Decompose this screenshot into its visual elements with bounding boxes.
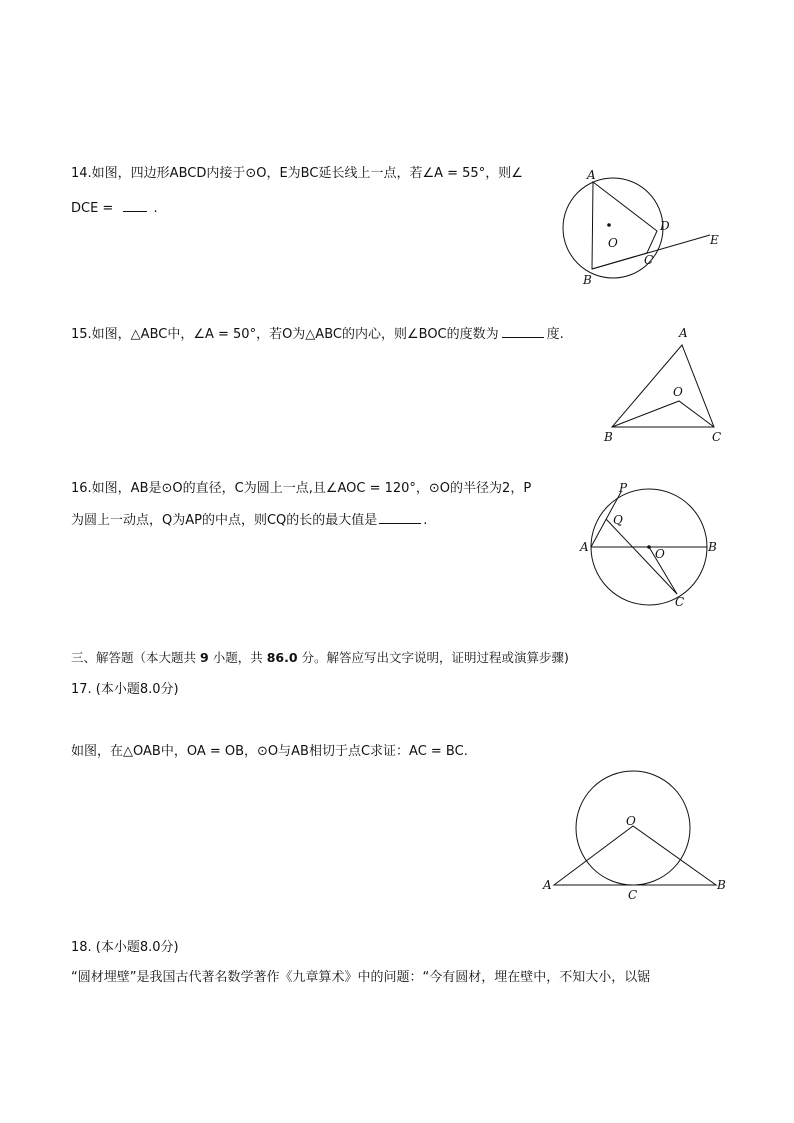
q14-label-a: A xyxy=(587,168,596,182)
q16-segment-cq xyxy=(606,519,677,594)
q17-label-o: O xyxy=(626,814,636,828)
q16-label-q: Q xyxy=(613,513,623,527)
q16-text-line1: 16.如图，AB是⊙O的直径，C为圆上一点,且∠AOC = 120°，⊙O的半径为2，P xyxy=(71,481,532,496)
q16-label-c: C xyxy=(675,595,685,609)
q17-label-b: B xyxy=(717,878,726,892)
q17-circle xyxy=(576,771,690,885)
q17-triangle-oab xyxy=(554,826,716,885)
q14-text-line2: DCE = . xyxy=(71,201,158,216)
q16-label-p: P xyxy=(619,481,628,495)
q15-label-a: A xyxy=(679,326,688,340)
q14-figure xyxy=(560,160,730,290)
q15-incenter-lines xyxy=(612,401,714,427)
q16-text-line2: 为圆上一动点，Q为AP的中点，则CQ的长的最大值是 . xyxy=(71,513,428,528)
q17-header: 17. (本小题8.0分) xyxy=(71,682,179,697)
q14-label-c: C xyxy=(644,253,654,267)
q17-text: 如图，在△OAB中，OA = OB，⊙O与AB相切于点C求证：AC = BC. xyxy=(71,744,468,759)
q17-figure xyxy=(540,800,730,905)
q14-text-line1: 14.如图，四边形ABCD内接于⊙O，E为BC延长线上一点，若∠A = 55°，则∠ xyxy=(71,166,523,181)
q18-header: 18. (本小题8.0分) xyxy=(71,940,179,955)
q15-answer-blank[interactable] xyxy=(502,325,544,338)
q14-answer-blank[interactable] xyxy=(123,199,147,212)
q16-label-a: A xyxy=(580,540,589,554)
q14-label-b: B xyxy=(583,273,592,287)
q14-label-o: O xyxy=(608,236,618,250)
q14-center-dot xyxy=(607,223,611,227)
q15-label-c: C xyxy=(712,430,722,444)
q17-label-a: A xyxy=(543,878,552,892)
q14-label-d: D xyxy=(660,219,670,233)
q15-figure xyxy=(595,320,730,450)
q15-triangle xyxy=(612,345,714,427)
q16-figure xyxy=(575,477,725,612)
q16-label-b: B xyxy=(708,540,717,554)
q16-label-o: O xyxy=(655,547,665,561)
q18-text: “圆材埋壁”是我国古代著名数学著作《九章算术》中的问题：“今有圆材，埋在壁中，不知大小，以锯 xyxy=(71,970,651,985)
q15-label-b: B xyxy=(604,430,613,444)
q16-center-dot xyxy=(647,545,651,549)
q17-label-c: C xyxy=(628,888,638,902)
q15-label-o: O xyxy=(673,385,683,399)
section3-title: 三、解答题（本大题共 9 小题，共 86.0 分。解答应写出文字说明，证明过程或演算步骤) xyxy=(71,650,569,665)
q15-text-line1: 15.如图，△ABC中，∠A = 50°，若O为△ABC的内心，则∠BOC的度数为 度. xyxy=(71,327,564,342)
q16-answer-blank[interactable] xyxy=(379,511,421,524)
q14-label-e: E xyxy=(710,233,719,247)
